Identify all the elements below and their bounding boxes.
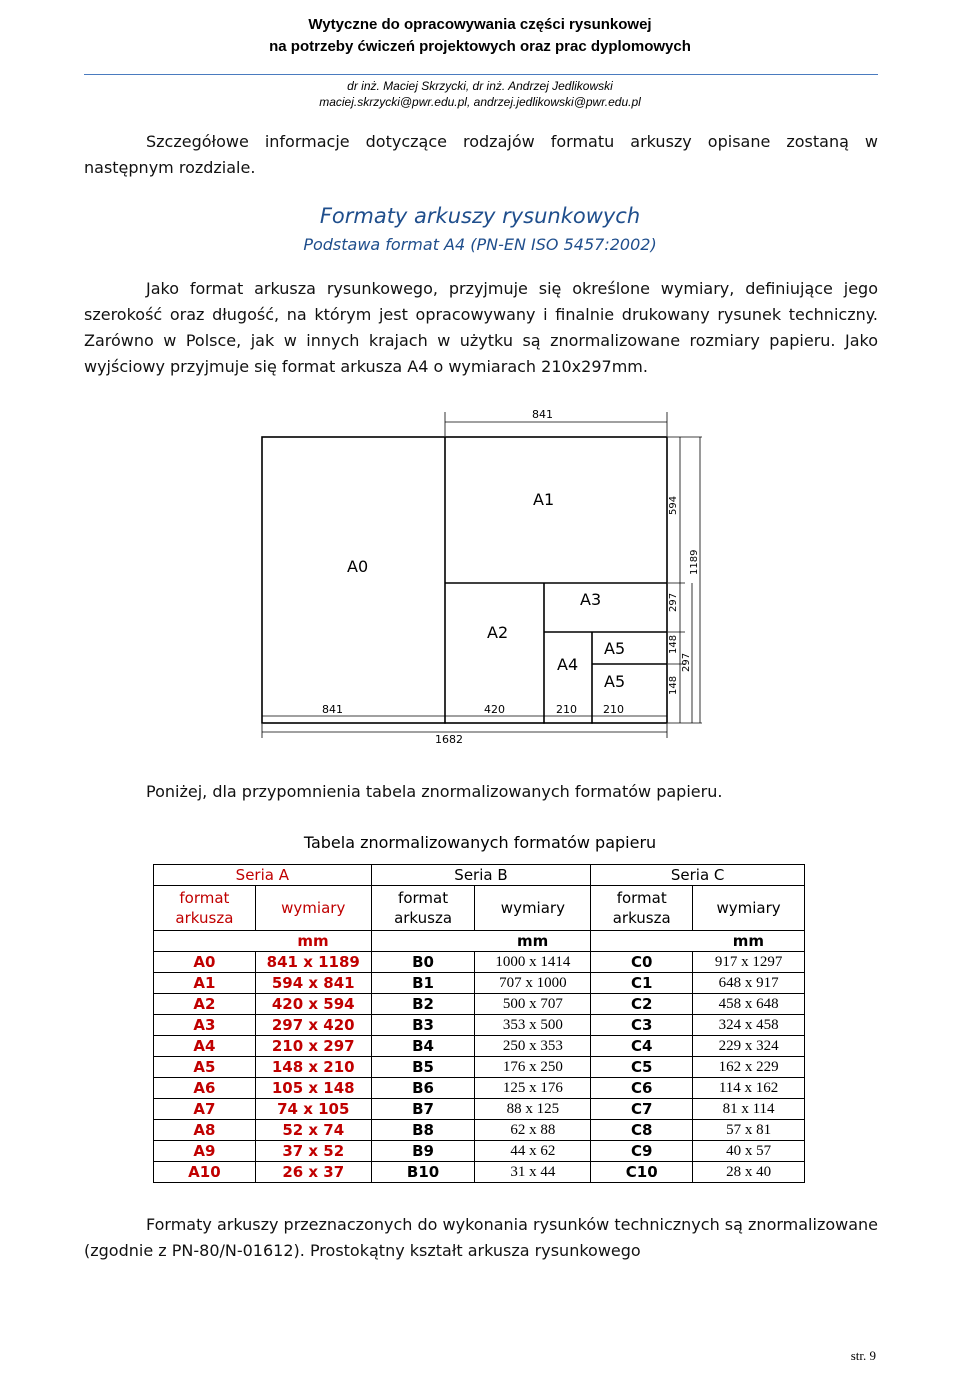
body-paragraph: Jako format arkusza rysunkowego, przyjmuje się określone wymiary, definiujące jego szerokość oraz długość, na którym jest opracowywany i finalnie drukowany rysunek techniczny. Zarówno w Polsce, jak w innych krajach w użytku są znormalizowane rozmiary papieru. Jako wyjściowy przyjmuje się format arkusza A4 o wymiarach 210x297mm.	[84, 279, 878, 376]
cell-dims-c: 114 x 162	[693, 1078, 805, 1099]
unit-b: mm	[475, 931, 591, 952]
page-number: str. 9	[850, 1348, 876, 1363]
cell-dims-c: 40 x 57	[693, 1141, 805, 1162]
unit-row	[154, 931, 805, 952]
dim-bottom-841: 841	[322, 703, 343, 716]
cell-dims-c: 57 x 81	[693, 1120, 805, 1141]
cell-dims-c: 458 x 648	[693, 994, 805, 1015]
cell-dims-c: 324 x 458	[693, 1015, 805, 1036]
cell-dims-b: 125 x 176	[475, 1078, 591, 1099]
cell-format-a: A9	[154, 1141, 256, 1162]
series-b-header: Seria B	[371, 865, 591, 886]
table-intro: Poniżej, dla przypomnienia tabela znormalizowanych formatów papieru.	[146, 782, 723, 801]
cell-dims-a: 594 x 841	[255, 973, 371, 994]
cell-format-b: B1	[371, 973, 475, 994]
cell-dims-b: 31 x 44	[475, 1162, 591, 1183]
col-dims-b: wymiary	[475, 886, 591, 931]
header-title-line1: Wytyczne do opracowywania części rysunkowej	[308, 16, 652, 33]
dim-top: 841	[532, 408, 553, 421]
cell-format-c: C4	[591, 1036, 693, 1057]
footer-paragraph: Formaty arkuszy przeznaczonych do wykonania rysunków technicznych są znormalizowane (zgodnie z PN-80/N-01612). Prostokątny kształt arkusza rysunkowego	[84, 1215, 878, 1260]
series-a-header: Seria A	[154, 865, 372, 886]
dim-bottom-210a: 210	[556, 703, 577, 716]
cell-dims-b: 176 x 250	[475, 1057, 591, 1078]
dim-right-297a: 297	[668, 592, 679, 612]
cell-format-b: B2	[371, 994, 475, 1015]
cell-dims-b: 88 x 125	[475, 1099, 591, 1120]
header-authors: dr inż. Maciej Skrzycki, dr inż. Andrzej Jedlikowski	[347, 79, 613, 93]
cell-format-c: C9	[591, 1141, 693, 1162]
unit-c: mm	[693, 931, 805, 952]
dim-right-1189: 1189	[689, 549, 700, 575]
cell-dims-b: 1000 x 1414	[475, 952, 591, 973]
table-row	[154, 1141, 805, 1162]
cell-format-a: A0	[154, 952, 256, 973]
cell-dims-b: 353 x 500	[475, 1015, 591, 1036]
label-a4: A4	[557, 655, 579, 674]
cell-format-a: A8	[154, 1120, 256, 1141]
intro-paragraph: Szczegółowe informacje dotyczące rodzajów formatu arkuszy opisane zostaną w następnym rozdziale.	[84, 132, 878, 177]
cell-format-b: B4	[371, 1036, 475, 1057]
table-row	[154, 1078, 805, 1099]
table-row	[154, 1057, 805, 1078]
col-dims-a: wymiary	[255, 886, 371, 931]
label-a5-bottom: A5	[604, 672, 626, 691]
label-a1: A1	[533, 490, 555, 509]
cell-format-b: B10	[371, 1162, 475, 1183]
cell-dims-a: 37 x 52	[255, 1141, 371, 1162]
col-dims-c: wymiary	[693, 886, 805, 931]
section-title: Formaty arkuszy rysunkowych	[319, 204, 641, 228]
label-a2: A2	[487, 623, 509, 642]
formats-table	[153, 864, 805, 1183]
table-row	[154, 952, 805, 973]
cell-format-c: C0	[591, 952, 693, 973]
table-body	[154, 952, 805, 1183]
table-row	[154, 1120, 805, 1141]
dim-right-148a: 148	[668, 634, 679, 654]
cell-format-a: A2	[154, 994, 256, 1015]
cell-dims-a: 420 x 594	[255, 994, 371, 1015]
table-row	[154, 994, 805, 1015]
table-row	[154, 1015, 805, 1036]
header-emails: maciej.skrzycki@pwr.edu.pl, andrzej.jedlikowski@pwr.edu.pl	[319, 95, 641, 109]
cell-dims-b: 62 x 88	[475, 1120, 591, 1141]
cell-dims-c: 229 x 324	[693, 1036, 805, 1057]
table-row	[154, 1162, 805, 1183]
col-format-b: format arkusza	[371, 886, 475, 931]
dim-right-148b: 148	[668, 675, 679, 695]
cell-format-a: A6	[154, 1078, 256, 1099]
dim-right-594: 594	[668, 495, 679, 515]
table-row	[154, 1099, 805, 1120]
table-row	[154, 973, 805, 994]
cell-dims-b: 500 x 707	[475, 994, 591, 1015]
label-a3: A3	[580, 590, 602, 609]
cell-dims-a: 74 x 105	[255, 1099, 371, 1120]
header-rule	[84, 74, 878, 75]
cell-format-c: C2	[591, 994, 693, 1015]
cell-dims-a: 148 x 210	[255, 1057, 371, 1078]
section-subtitle: Podstawa format A4 (PN-EN ISO 5457:2002)	[303, 235, 657, 254]
cell-format-a: A4	[154, 1036, 256, 1057]
cell-format-c: C5	[591, 1057, 693, 1078]
cell-dims-a: 105 x 148	[255, 1078, 371, 1099]
cell-format-c: C7	[591, 1099, 693, 1120]
cell-format-b: B9	[371, 1141, 475, 1162]
series-header-row	[154, 865, 805, 886]
unit-a: mm	[255, 931, 371, 952]
cell-dims-c: 81 x 114	[693, 1099, 805, 1120]
dim-right-297b: 297	[681, 652, 692, 672]
label-a5-top: A5	[604, 639, 626, 658]
cell-format-c: C6	[591, 1078, 693, 1099]
cell-dims-c: 28 x 40	[693, 1162, 805, 1183]
cell-dims-a: 297 x 420	[255, 1015, 371, 1036]
cell-format-c: C10	[591, 1162, 693, 1183]
cell-dims-c: 162 x 229	[693, 1057, 805, 1078]
dim-bottom-420: 420	[484, 703, 505, 716]
cell-dims-b: 250 x 353	[475, 1036, 591, 1057]
cell-dims-b: 707 x 1000	[475, 973, 591, 994]
dim-total: 1682	[435, 733, 463, 745]
series-c-header: Seria C	[591, 865, 805, 886]
cell-format-b: B8	[371, 1120, 475, 1141]
table-caption: Tabela znormalizowanych formatów papieru	[303, 833, 657, 852]
column-header-row	[154, 886, 805, 931]
cell-format-b: B7	[371, 1099, 475, 1120]
cell-format-b: B3	[371, 1015, 475, 1036]
cell-dims-a: 52 x 74	[255, 1120, 371, 1141]
cell-dims-c: 648 x 917	[693, 973, 805, 994]
cell-dims-b: 44 x 62	[475, 1141, 591, 1162]
label-a0: A0	[347, 557, 369, 576]
cell-format-c: C8	[591, 1120, 693, 1141]
cell-format-c: C1	[591, 973, 693, 994]
col-format-a: format arkusza	[154, 886, 256, 931]
cell-format-a: A7	[154, 1099, 256, 1120]
cell-format-b: B5	[371, 1057, 475, 1078]
table-row	[154, 1036, 805, 1057]
cell-dims-c: 917 x 1297	[693, 952, 805, 973]
cell-format-a: A5	[154, 1057, 256, 1078]
cell-dims-a: 26 x 37	[255, 1162, 371, 1183]
paper-format-diagram	[230, 400, 710, 745]
cell-format-c: C3	[591, 1015, 693, 1036]
header-title-line2: na potrzeby ćwiczeń projektowych oraz prac dyplomowych	[269, 38, 691, 55]
cell-dims-a: 841 x 1189	[255, 952, 371, 973]
cell-dims-a: 210 x 297	[255, 1036, 371, 1057]
cell-format-b: B0	[371, 952, 475, 973]
col-format-c: format arkusza	[591, 886, 693, 931]
cell-format-a: A3	[154, 1015, 256, 1036]
dim-bottom-210b: 210	[603, 703, 624, 716]
cell-format-a: A1	[154, 973, 256, 994]
cell-format-b: B6	[371, 1078, 475, 1099]
cell-format-a: A10	[154, 1162, 256, 1183]
